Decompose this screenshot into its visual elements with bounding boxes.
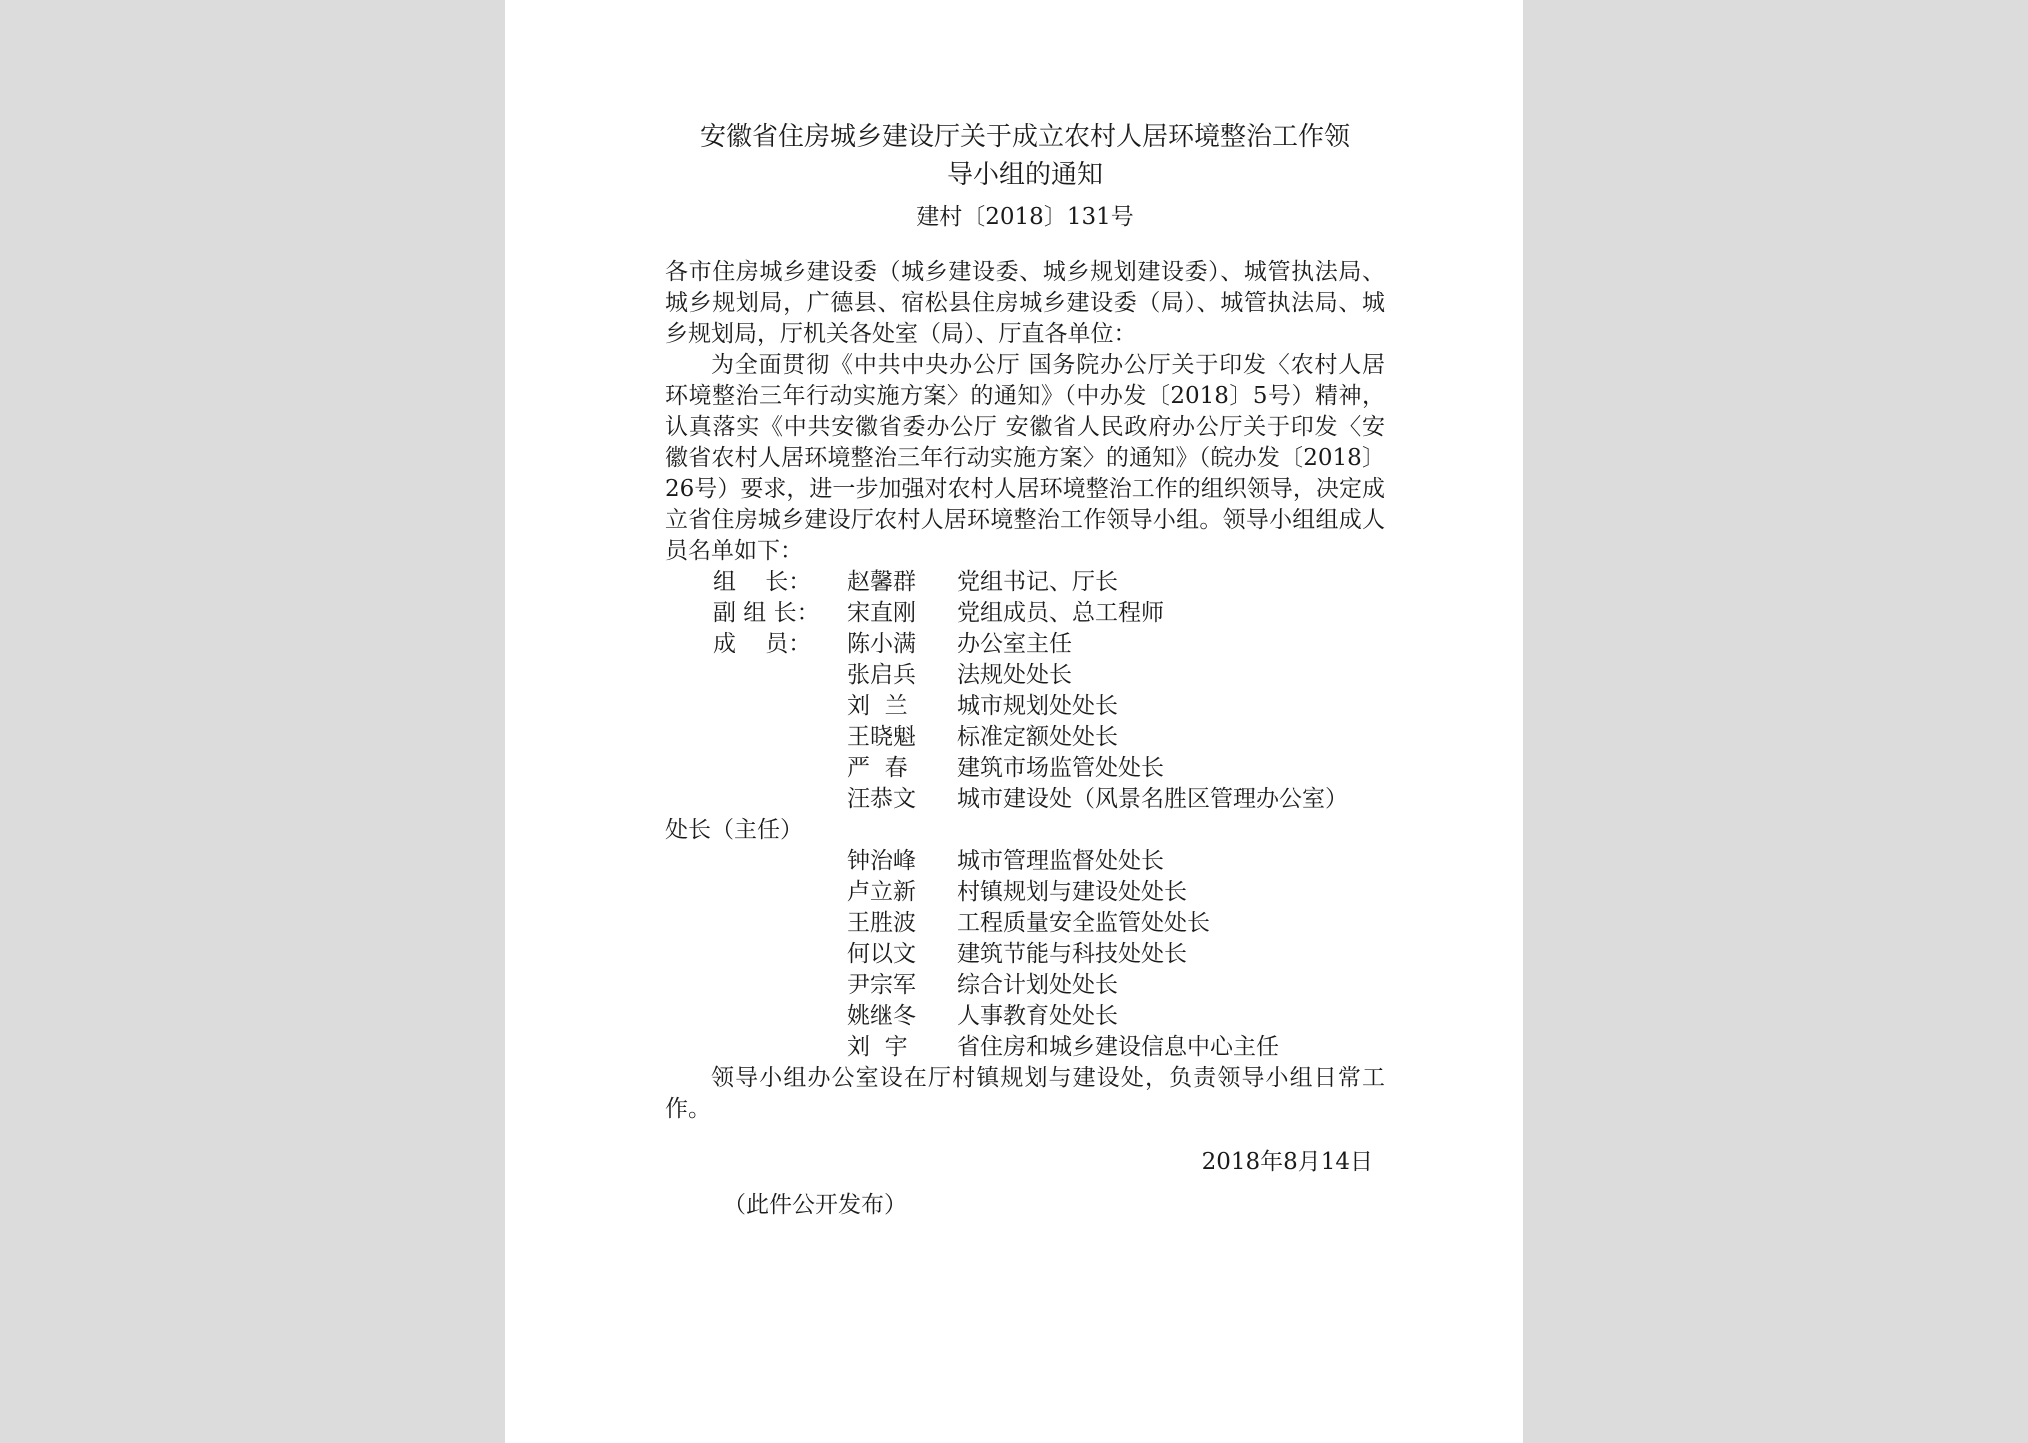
member-name: 陈小满 [847,631,916,657]
member-position: 办公室主任 [957,631,1072,657]
member-row [665,629,1385,660]
member-row [665,1001,1385,1032]
member-name: 刘 兰 [847,693,908,719]
member-row [665,598,1385,629]
member-position: 党组书记、厅长 [957,569,1118,595]
member-role [665,722,847,753]
member-position: 省住房和城乡建设信息中心主任 [957,1034,1279,1060]
title-line-1: 安徽省住房城乡建设厅关于成立农村人居环境整治工作领 [699,122,1350,152]
member-position: 法规处处长 [957,662,1072,688]
member-row [665,1032,1385,1063]
member-name: 王晓魁 [847,724,916,750]
member-row [665,970,1385,1001]
member-row [665,908,1385,939]
document-number: 建村〔2018〕131号 [916,204,1134,230]
member-row [665,753,1385,784]
member-position: 建筑节能与科技处处长 [957,941,1187,967]
member-role [665,691,847,722]
member-name: 宋直刚 [847,600,916,626]
member-row [665,784,1385,815]
member-position: 标准定额处处长 [957,724,1118,750]
document-date: 2018年8月14日 [1201,1149,1373,1175]
member-name: 尹宗军 [847,972,916,998]
member-position: 工程质量安全监管处处长 [957,910,1210,936]
member-position: 综合计划处处长 [957,972,1118,998]
member-role [665,660,847,691]
member-row [665,691,1385,722]
member-role-blank [665,939,847,970]
member-name: 刘 宇 [847,1034,908,1060]
member-role-blank [665,877,847,908]
member-name: 钟治峰 [847,848,916,874]
member-row [665,722,1385,753]
title-line-2: 导小组的通知 [946,160,1103,190]
member-name: 姚继冬 [847,1003,916,1029]
member-name: 何以文 [847,941,916,967]
member-list [665,567,1385,1063]
member-role: 组 长： [713,569,812,595]
member-role [665,784,847,815]
body-paragraph: 为全面贯彻《中共中央办公厅 国务院办公厅关于印发〈农村人居环境整治三年行动实施方案〉的通知》（中办发〔2018〕5号）精神，认真落实《中共安徽省委办公厅 安徽省人民政府办公厅关于印发〈安徽省农村人居环境整治三年行动实施方案〉的通知》（皖办发〔2018〕26号）要求，进一步加强对农村人居环境整治工作的组织领导，决定成立省住房城乡建设厅农村人居环境整治工作领导小组。领导小组组成人员名单如下： [665,352,1385,564]
member-position: 人事教育处处长 [957,1003,1118,1029]
member-role [665,753,847,784]
member-role-blank [665,970,847,1001]
member-name: 赵馨群 [847,569,916,595]
position-wrap-text: 处长（主任） [665,817,803,843]
member-name: 张启兵 [847,662,916,688]
member-row [665,660,1385,691]
member-position: 城市规划处处长 [957,693,1118,719]
member-position: 城市建设处（风景名胜区管理办公室） [957,786,1348,812]
document-title [665,118,1385,194]
member-role-blank [665,1001,847,1032]
member-position: 城市管理监督处处长 [957,848,1164,874]
member-name: 卢立新 [847,879,916,905]
member-role: 成 员： [713,631,812,657]
member-name: 王胜波 [847,910,916,936]
member-position: 村镇规划与建设处处长 [957,879,1187,905]
publication-note: （此件公开发布） [723,1192,907,1218]
member-role-blank [665,1032,847,1063]
member-role-blank [665,908,847,939]
closing-paragraph: 领导小组办公室设在厅村镇规划与建设处，负责领导小组日常工作。 [665,1065,1385,1122]
document-page [505,0,1523,1443]
member-position: 党组成员、总工程师 [957,600,1164,626]
member-name: 汪恭文 [847,786,916,812]
member-row [665,846,1385,877]
member-role-blank [665,846,847,877]
member-row [665,567,1385,598]
member-row [665,877,1385,908]
member-position: 建筑市场监管处处长 [957,755,1164,781]
member-name: 严 春 [847,755,908,781]
addressee-paragraph: 各市住房城乡建设委（城乡建设委、城乡规划建设委）、城管执法局、城乡规划局，广德县、宿松县住房城乡建设委（局）、城管执法局、城乡规划局，厅机关各处室（局）、厅直各单位： [665,259,1385,347]
member-row [665,939,1385,970]
member-role: 副 组 长： [713,600,820,626]
document-content [665,118,1385,1221]
